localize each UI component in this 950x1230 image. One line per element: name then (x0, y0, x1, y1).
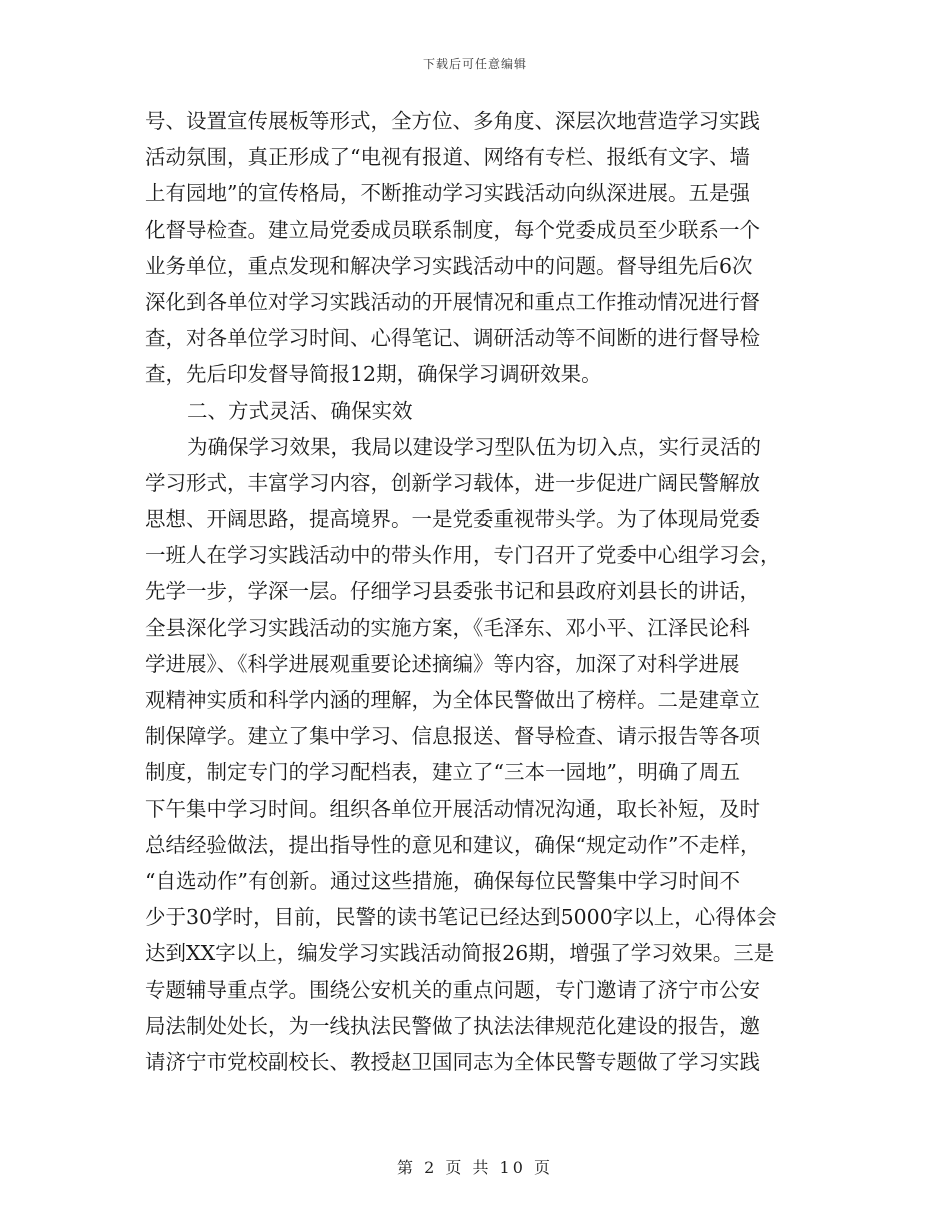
text-line: 思想、开阔思路，提高境界。一是党委重视带头学。为了体现局党委 (145, 507, 760, 532)
body-text (145, 103, 810, 1080)
text-line: 学进展》、《科学进展观重要论述摘编》等内容，加深了对科学进展 (145, 651, 740, 676)
text-line: 下午集中学习时间。组织各单位开展活动情况沟通，取长补短，及时 (145, 796, 760, 821)
section-heading: 二、方式灵活、确保实效 (187, 398, 413, 423)
text-line: 观精神实质和科学内涵的理解，为全体民警做出了榜样。二是建章立 (145, 688, 760, 712)
page-header: 下载后可任意编辑 (422, 57, 527, 71)
text-line: 总结经验做法，提出指导性的意见和建议，确保“规定动作”不走样， (145, 832, 761, 857)
text-line: 活动氛围，真正形成了“电视有报道、网络有专栏、报纸有文字、墙 (145, 145, 750, 170)
text-line: 一班人在学习实践活动中的带头作用，专门召开了党委中心组学习会， (145, 543, 781, 568)
text-line: 查，对各单位学习时间、心得笔记、调研活动等不间断的进行督导检 (145, 326, 760, 351)
text-line: 业务单位，重点发现和解决学习实践活动中的问题。督导组先后6次 (145, 253, 753, 278)
text-line: 请济宁市党校副校长、教授赵卫国同志为全体民警专题做了学习实践 (145, 1049, 760, 1074)
text-line: 制度，制定专门的学习配档表，建立了“三本一园地”，明确了周五 (145, 760, 740, 785)
text-line: 查，先后印发督导简报12期，确保学习调研效果。 (145, 362, 602, 387)
text-line: 达到XX字以上，编发学习实践活动简报26期，增强了学习效果。三是 (145, 941, 775, 966)
page-footer: 第 2 页 共 10 页 (397, 1158, 553, 1177)
text-line: “自选动作”有创新。通过这些措施，确保每位民警集中学习时间不 (145, 868, 740, 893)
text-line: 号、设置宣传展板等形式，全方位、多角度、深层次地营造学习实践 (145, 109, 760, 133)
text-line: 全县深化学习实践活动的实施方案，《毛泽东、邓小平、江泽民论科 (145, 615, 750, 640)
text-line: 为确保学习效果，我局以建设学习型队伍为切入点，实行灵活的 (187, 434, 761, 459)
text-line: 化督导检查。建立局党委成员联系制度，每个党委成员至少联系一个 (145, 217, 760, 242)
text-line: 上有园地”的宣传格局，不断推动学习实践活动向纵深进展。五是强 (145, 181, 750, 206)
text-line: 学习形式，丰富学习内容，创新学习载体，进一步促进广阔民警解放 (145, 470, 760, 495)
text-line: 少于30学时，目前，民警的读书笔记已经达到5000字以上，心得体会 (145, 905, 777, 930)
text-line: 专题辅导重点学。围绕公安机关的重点问题，专门邀请了济宁市公安 (145, 977, 760, 1002)
text-line: 深化到各单位对学习实践活动的开展情况和重点工作推动情况进行督 (145, 289, 760, 314)
text-line: 制保障学。建立了集中学习、信息报送、督导检查、请示报告等各项 (145, 724, 760, 749)
text-line: 先学一步，学深一层。仔细学习县委张书记和县政府刘县长的讲话， (145, 579, 760, 604)
text-line: 局法制处处长，为一线执法民警做了执法法律规范化建设的报告，邀 (145, 1013, 760, 1038)
